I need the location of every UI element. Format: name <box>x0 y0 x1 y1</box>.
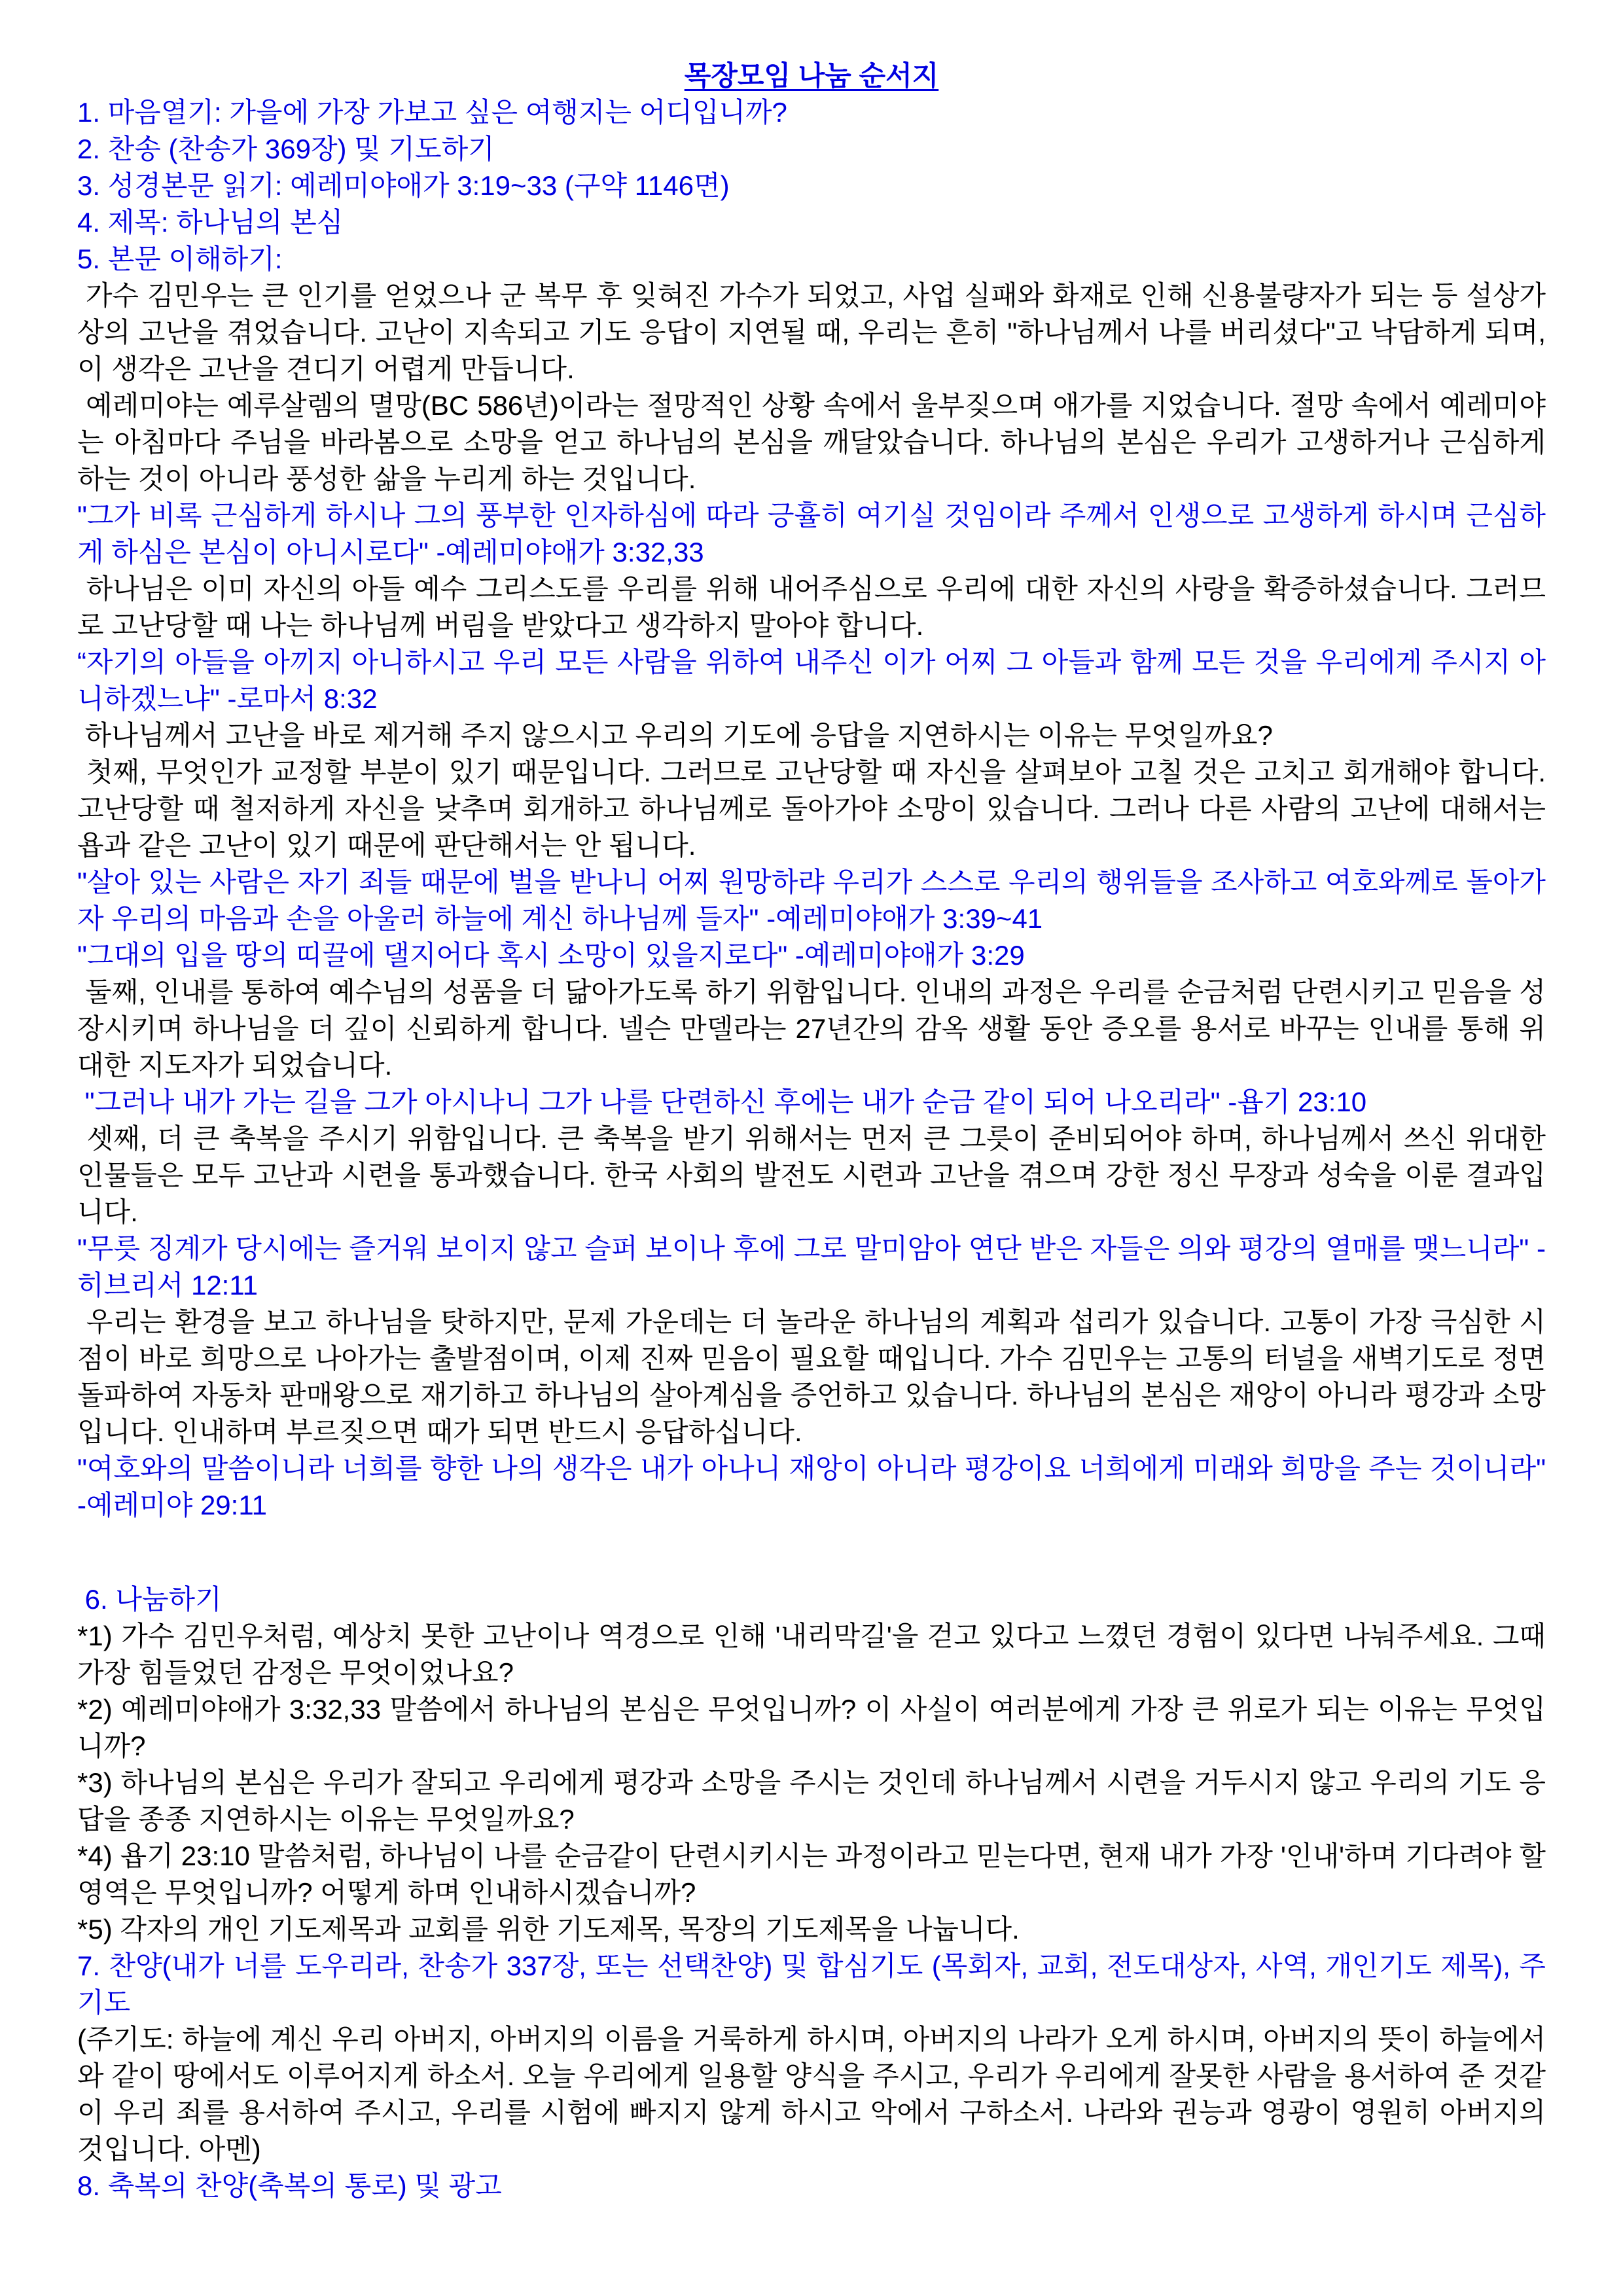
agenda-item-sermon-title: 4. 제목: 하나님의 본심 <box>77 207 344 238</box>
sharing-question-3: *3) 하나님의 본심은 우리가 잘되고 우리에게 평강과 소망을 주시는 것인데 하나님께서 시련을 거두시지 않고 우리의 기도 응답을 종종 지연하시는 이유는 무엇일까요? <box>77 1767 1546 1835</box>
agenda-item-hymn: 2. 찬송 (찬송가 369장) 및 기도하기 <box>77 134 495 164</box>
page-title: 목장모임 나눔 순서지 <box>684 60 939 91</box>
paragraph-question-why-delay: 하나님께서 고난을 바로 제거해 주지 않으시고 우리의 기도에 응답을 지연하시는 이유는 무엇일까요? <box>77 720 1273 751</box>
quote-hebrews-12-11: "무릇 징계가 당시에는 즐거워 보이지 않고 슬퍼 보이나 후에 그로 말미암아 연단 받은 자들은 의와 평강의 열매를 맺느니라" -히브리서 12:11 <box>77 1233 1546 1300</box>
section-praise-prayer: 7. 찬양(내가 너를 도우리라, 찬송가 337장, 또는 선택찬양) 및 합심기도 (목회자, 교회, 전도대상자, 사역, 개인기도 제목), 주기도 <box>77 1950 1546 2018</box>
agenda-item-understanding: 5. 본문 이해하기: <box>77 243 283 274</box>
sharing-question-5: *5) 각자의 개인 기도제목과 교회를 위한 기도제목, 목장의 기도제목을 나눕니다. <box>77 1914 1020 1945</box>
quote-lamentations-3-39-41: "살아 있는 사람은 자기 죄들 때문에 벌을 받나니 어찌 원망하랴 우리가 스스로 우리의 행위들을 조사하고 여호와께로 돌아가자 우리의 마음과 손을 아울러 하늘에 계신 하나님께 들자" -예레미야애가 3:39~41 <box>77 867 1546 934</box>
paragraph-first-reason: 첫째, 무엇인가 교정할 부분이 있기 때문입니다. 그러므로 고난당할 때 자신을 살펴보아 고칠 것은 고치고 회개해야 합니다. 고난당할 때 철저하게 자신을 낮추며 회개하고 하나님께로 돌아가야 소망이 있습니다. 그러나 다른 사람의 고난에 대해서는 욥과 같은 고난이 있기 때문에 판단해서는 안 됩니다. <box>77 757 1554 861</box>
paragraph-lords-prayer: (주기도: 하늘에 계신 우리 아버지, 아버지의 이름을 거룩하게 하시며, 아버지의 나라가 오게 하시며, 아버지의 뜻이 하늘에서와 같이 땅에서도 이루어지게 하소서. 오늘 우리에게 일용할 양식을 주시고, 우리가 우리에게 잘못한 사람을 용서하여 준 것같이 우리 죄를 용서하여 주시고, 우리를 시험에 빠지지 않게 하시고 악에서 구하소서. 나라와 권능과 영광이 영원히 아버지의 것입니다. 아멘) <box>77 2024 1554 2164</box>
sharing-question-1: *1) 가수 김민우처럼, 예상치 못한 고난이나 역경으로 인해 '내리막길'을 걷고 있다고 느꼈던 경험이 있다면 나눠주세요. 그때 가장 힘들었던 감정은 무엇이었나요? <box>77 1621 1554 1688</box>
paragraph-third-reason: 셋째, 더 큰 축복을 주시기 위함입니다. 큰 축복을 받기 위해서는 먼저 큰 그릇이 준비되어야 하며, 하나님께서 쓰신 위대한 인물들은 모두 고난과 시련을 통과했습니다. 한국 사회의 발전도 시련과 고난을 겪으며 강한 정신 무장과 성숙을 이룬 결과입니다. <box>77 1123 1554 1227</box>
sharing-question-2: *2) 예레미야애가 3:32,33 말씀에서 하나님의 본심은 무엇입니까? 이 사실이 여러분에게 가장 큰 위로가 되는 이유는 무엇입니까? <box>77 1694 1546 1761</box>
agenda-item-opening: 1. 마음열기: 가을에 가장 가보고 싶은 여행지는 어디입니까? <box>77 97 787 128</box>
quote-lamentations-3-32-33: "그가 비록 근심하게 하시나 그의 풍부한 인자하심에 따라 긍휼히 여기실 것임이라 주께서 인생으로 고생하게 하시며 근심하게 하심은 본심이 아니시로다" -예레미야애가 3:32,33 <box>77 500 1546 567</box>
quote-lamentations-3-29: "그대의 입을 땅의 띠끌에 댈지어다 혹시 소망이 있을지로다" -예레미야애가 3:29 <box>77 940 1025 971</box>
sharing-question-4: *4) 욥기 23:10 말씀처럼, 하나님이 나를 순금같이 단련시키시는 과정이라고 믿는다면, 현재 내가 가장 '인내'하며 기다려야 할 영역은 무엇입니까? 어떻게 하며 인내하시겠습니까? <box>77 1840 1554 1908</box>
paragraph-second-reason: 둘째, 인내를 통하여 예수님의 성품을 더 닮아가도록 하기 위함입니다. 인내의 과정은 우리를 순금처럼 단련시키고 믿음을 성장시키며 하나님을 더 깊이 신뢰하게 합니다. 넬슨 만델라는 27년간의 감옥 생활 동안 증오를 용서로 바꾸는 인내를 통해 위대한 지도자가 되었습니다. <box>77 977 1546 1081</box>
quote-jeremiah-29-11: "여호와의 말씀이니라 너희를 향한 나의 생각은 내가 아나니 재앙이 아니라 평강이요 너희에게 미래와 희망을 주는 것이니라" -예레미야 29:11 <box>77 1453 1554 1520</box>
paragraph-jeremiah-background: 예레미야는 예루살렘의 멸망(BC 586년)이라는 절망적인 상황 속에서 울부짖으며 애가를 지었습니다. 절망 속에서 예레미야는 아침마다 주님을 바라봄으로 소망을 얻고 하나님의 본심을 깨달았습니다. 하나님의 본심은 우리가 고생하거나 근심하게 하는 것이 아니라 풍성한 삶을 누리게 하는 것입니다. <box>77 390 1554 494</box>
section-sharing-heading: 6. 나눔하기 <box>77 1584 222 1615</box>
agenda-document <box>77 58 1554 2204</box>
quote-job-23-10: "그러나 내가 가는 길을 그가 아시나니 그가 나를 단련하신 후에는 내가 순금 같이 되어 나오리라" -욥기 23:10 <box>77 1086 1367 1117</box>
paragraph-singer-story: 가수 김민우는 큰 인기를 얻었으나 군 복무 후 잊혀진 가수가 되었고, 사업 실패와 화재로 인해 신용불량자가 되는 등 설상가상의 고난을 겪었습니다. 고난이 지속되고 기도 응답이 지연될 때, 우리는 흔히 "하나님께서 나를 버리셨다"고 낙담하게 되며, 이 생각은 고난을 견디기 어렵게 만듭니다. <box>77 280 1554 384</box>
paragraph-conclusion: 우리는 환경을 보고 하나님을 탓하지만, 문제 가운데는 더 놀라운 하나님의 계획과 섭리가 있습니다. 고통이 가장 극심한 시점이 바로 희망으로 나아가는 출발점이며, 이제 진짜 믿음이 필요할 때입니다. 가수 김민우는 고통의 터널을 새벽기도로 정면돌파하여 자동차 판매왕으로 재기하고 하나님의 살아계심을 증언하고 있습니다. 하나님의 본심은 재앙이 아니라 평강과 소망입니다. 인내하며 부르짖으면 때가 되면 반드시 응답하십니다. <box>77 1306 1546 1447</box>
quote-romans-8-32: “자기의 아들을 아끼지 아니하시고 우리 모든 사람을 위하여 내주신 이가 어찌 그 아들과 함께 모든 것을 우리에게 주시지 아니하겠느냐" -로마서 8:32 <box>77 647 1546 714</box>
agenda-item-scripture-reading: 3. 성경본문 읽기: 예레미야애가 3:19~33 (구약 1146면) <box>77 170 730 201</box>
paragraph-gods-love: 하나님은 이미 자신의 아들 예수 그리스도를 우리를 위해 내어주심으로 우리에 대한 자신의 사랑을 확증하셨습니다. 그러므로 고난당할 때 나는 하나님께 버림을 받았다고 생각하지 말아야 합니다. <box>77 573 1546 641</box>
section-blessing-announcements: 8. 축복의 찬양(축복의 통로) 및 광고 <box>77 2170 502 2201</box>
